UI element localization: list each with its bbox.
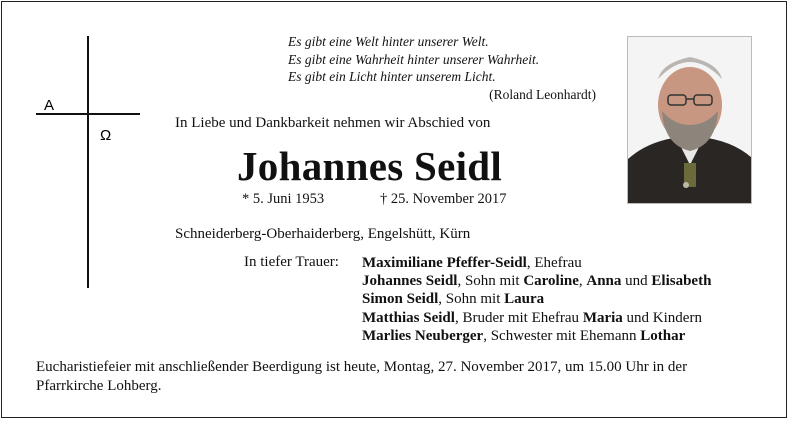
- omega-symbol: Ω: [100, 127, 112, 144]
- funeral-info: Eucharistiefeier mit anschließender Beerdigung ist heute, Montag, 27. November 2017, um 15.00 Uhr in der Pfarrkirche Lohberg.: [36, 359, 688, 394]
- mourner-name: Laura: [504, 291, 545, 308]
- mourner-relation: , Sohn mit: [457, 273, 524, 290]
- birth-date: * 5. Juni 1953: [242, 191, 325, 207]
- cross-icon: [34, 36, 144, 288]
- mourner-name: Simon Seidl: [362, 291, 439, 308]
- mourner-name: Lothar: [640, 327, 686, 344]
- deceased-name: Johannes Seidl: [237, 143, 503, 189]
- mourner-relation: , Bruder mit Ehefrau: [454, 309, 583, 326]
- mourning-label: In tiefer Trauer:: [244, 254, 339, 270]
- intro-text: In Liebe und Dankbarkeit nehmen wir Abschied von: [175, 115, 491, 131]
- mourner-name: Caroline: [523, 273, 579, 290]
- quote-line: Es gibt eine Wahrheit hinter unserer Wahrheit.: [288, 51, 540, 67]
- mourners-list: [362, 254, 711, 345]
- alpha-symbol: A: [44, 97, 55, 114]
- mourner-row: [362, 290, 711, 308]
- mourner-name: Anna: [586, 273, 622, 290]
- mourner-row: [362, 309, 711, 327]
- mourner-relation: und: [621, 273, 652, 290]
- mourner-relation: , Sohn mit: [438, 291, 505, 308]
- portrait-photo: [627, 36, 752, 204]
- mourner-relation: , Schwester mit Ehemann: [483, 327, 641, 344]
- quote-line: Es gibt eine Welt hinter unserer Welt.: [288, 34, 489, 49]
- residence-places: Schneiderberg-Oberhaiderberg, Engelshütt, Kürn: [175, 226, 471, 242]
- quote-block: [288, 33, 596, 103]
- mourner-relation: und Kindern: [622, 309, 702, 326]
- mourner-relation: , Ehefrau: [526, 255, 582, 271]
- quote-author: (Roland Leonhardt): [489, 86, 596, 102]
- mourner-relation: ,: [578, 273, 587, 290]
- mourner-name: Marlies Neuberger: [362, 327, 484, 344]
- mourner-name: Johannes Seidl: [362, 273, 458, 290]
- mourner-row: [362, 327, 711, 345]
- death-date: † 25. November 2017: [380, 191, 507, 207]
- mourner-row: [362, 272, 711, 290]
- mourner-name: Maria: [582, 309, 623, 326]
- mourner-name: Matthias Seidl: [362, 309, 455, 326]
- mourner-name: Elisabeth: [651, 273, 712, 290]
- mourner-row: [362, 254, 711, 272]
- quote-line: Es gibt ein Licht hinter unserem Licht.: [288, 69, 496, 84]
- mourner-name: Maximiliane Pfeffer-Seidl: [362, 255, 527, 271]
